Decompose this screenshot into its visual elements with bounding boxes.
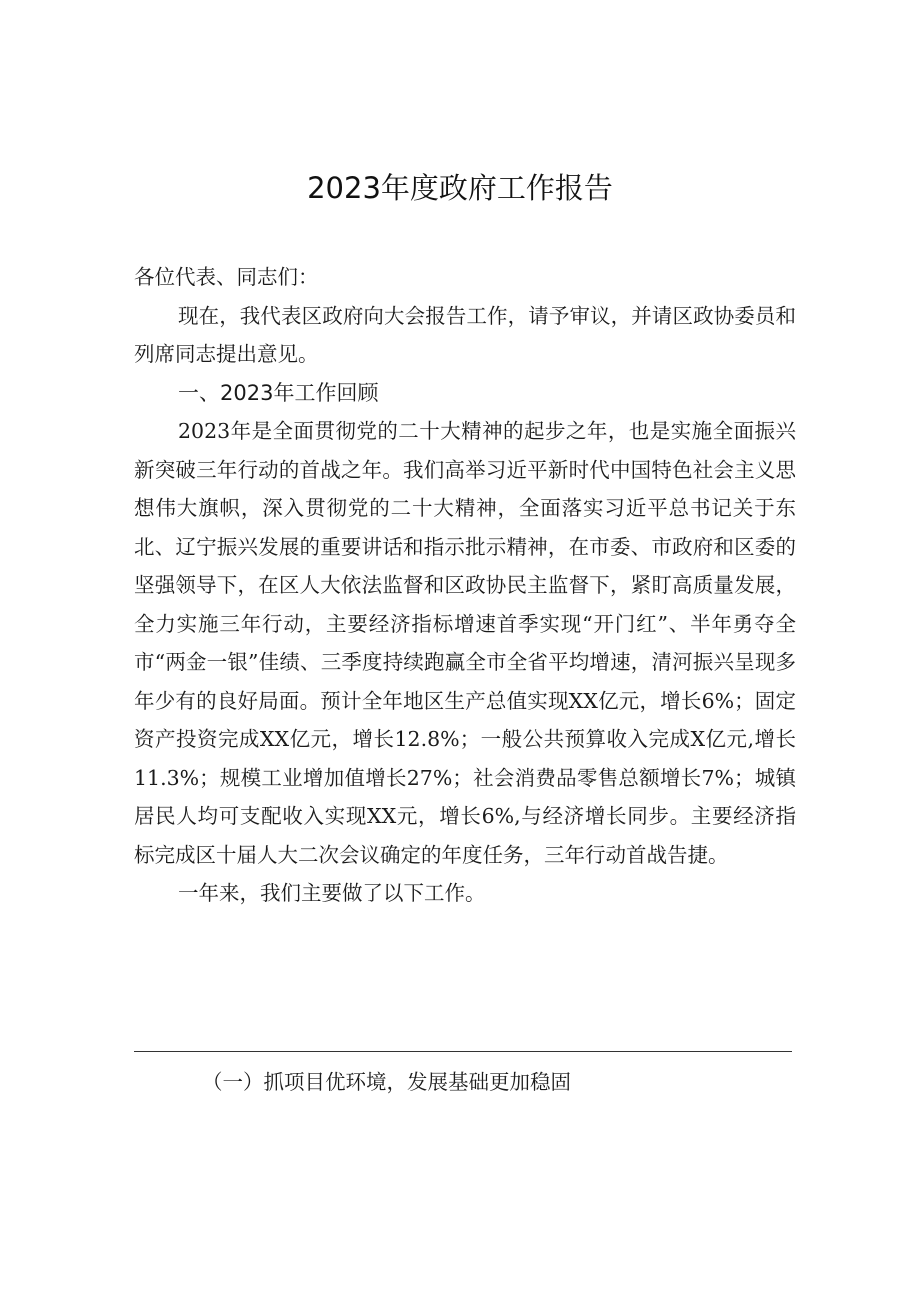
- section-heading: 一、2023年工作回顾: [178, 380, 379, 405]
- greeting: 各位代表、同志们：: [134, 265, 319, 289]
- summary-paragraph: 一年来，我们主要做了以下工作。: [178, 881, 486, 905]
- document-title: 2023年度政府工作报告: [307, 171, 613, 205]
- review-paragraph: 2023年是全面贯彻党的二十大精神的起步之年，也是实施全面振兴新突破三年行动的首战之年。我们高举习近平新时代中国特色社会主义思想伟大旗帜，深入贯彻党的二十大精神，全面落实习近平总书记关于东北、辽宁振兴发展的重要讲话和指示批示精神，在市委、市政府和区委的坚强领导下，在区人大依法监督和区政协民主监督下，紧盯高质量发展，全力实施三年行动，主要经济指标增速首季实现“开门红”、半年勇夺全市“两金一银”佳绩、三季度持续跑赢全市全省平均增速，清河振兴呈现多年少有的良好局面。预计全年地区生产总值实现XX亿元，增长6%；固定资产投资完成XX亿元，增长12.8%；一般公共预算收入完成X亿元,增长11.3%；规模工业增加值增长27%；社会消费品零售总额增长7%；城镇居民人均可支配收入实现XX元，增长6%,与经济增长同步。主要经济指标完成区十届人大二次会议确定的年度任务，三年行动首战告捷。: [134, 419, 796, 867]
- subsection-heading: （一）抓项目优环境，发展基础更加稳固: [202, 1070, 571, 1094]
- document-body: [134, 258, 796, 913]
- page-divider: [134, 1051, 792, 1052]
- intro-paragraph: 现在，我代表区政府向大会报告工作，请予审议，并请区政协委员和列席同志提出意见。: [134, 303, 796, 366]
